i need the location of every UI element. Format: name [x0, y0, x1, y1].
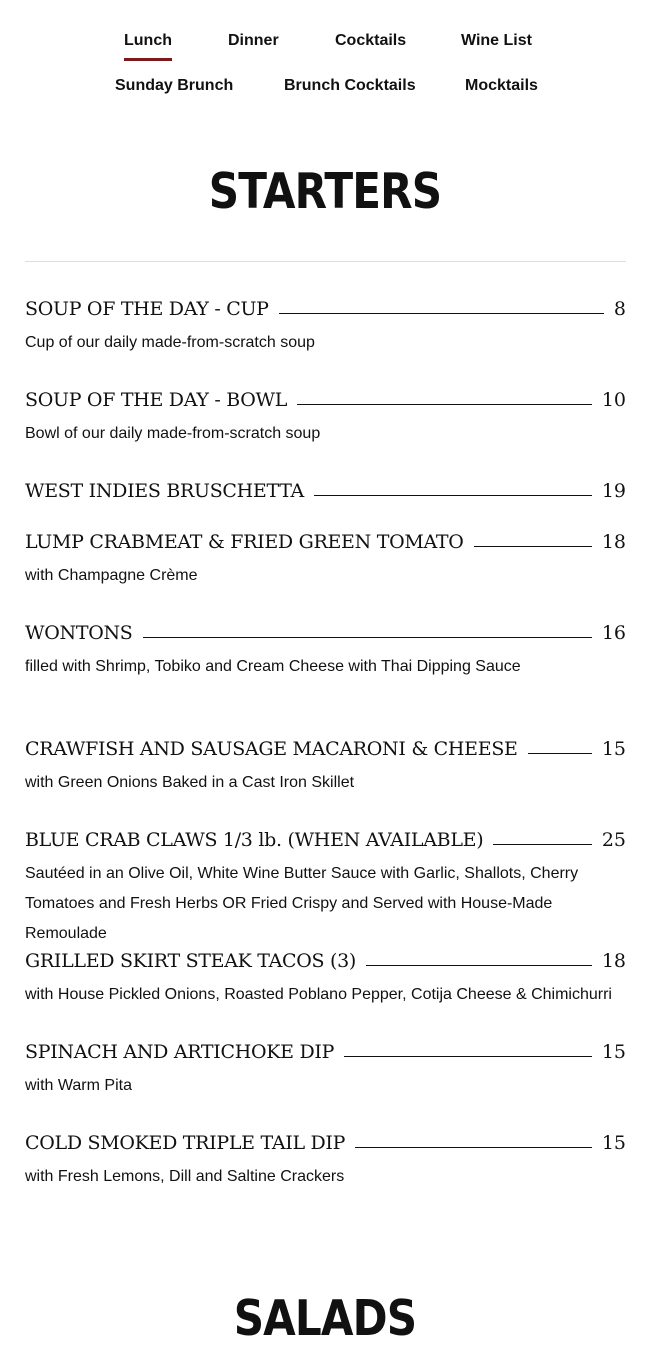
menu-item-price: 15	[601, 1041, 626, 1063]
menu-item-name: SOUP OF THE DAY - CUP	[25, 298, 269, 320]
menu-item	[25, 1126, 626, 1192]
menu-item-name: WONTONS	[25, 622, 133, 644]
menu-item-header	[25, 1126, 626, 1156]
nav-link-mocktails[interactable]: Mocktails	[465, 77, 538, 94]
price-leader-line	[314, 495, 592, 496]
menu-item-header	[25, 474, 626, 504]
price-leader-line	[493, 844, 591, 845]
menu-item-name: CRAWFISH AND SAUSAGE MACARONI & CHEESE	[25, 738, 518, 760]
menu-item-header	[25, 1035, 626, 1065]
menu-item-description: with Fresh Lemons, Dill and Saltine Crackers	[25, 1168, 345, 1185]
menu-item-header	[25, 616, 626, 646]
price-leader-line	[143, 637, 592, 638]
price-leader-line	[279, 313, 604, 314]
price-leader-line	[474, 546, 592, 547]
menu-item	[25, 383, 626, 449]
menu-item-price: 8	[613, 298, 626, 320]
price-leader-line	[528, 753, 592, 754]
price-leader-line	[297, 404, 592, 405]
section-divider	[25, 261, 626, 262]
nav-link-dinner[interactable]: Dinner	[228, 32, 279, 49]
menu-item-description: with Green Onions Baked in a Cast Iron Skillet	[25, 774, 355, 791]
price-leader-line	[355, 1147, 592, 1148]
menu-item-description: with Champagne Crème	[25, 567, 198, 584]
menu-nav-row-1	[0, 30, 650, 60]
menu-item-price: 18	[601, 531, 626, 553]
menu-item	[25, 525, 626, 591]
menu-item-name: BLUE CRAB CLAWS 1/3 lb. (WHEN AVAILABLE)	[25, 829, 484, 851]
nav-link-brunch-cocktails[interactable]: Brunch Cocktails	[284, 77, 416, 94]
menu-item-header	[25, 944, 626, 974]
menu-item	[25, 474, 626, 504]
menu-item-header	[25, 823, 626, 853]
menu-item-price: 19	[601, 480, 626, 502]
menu-item-description: Sautéed in an Olive Oil, White Wine Butter Sauce with Garlic, Shallots, Cherry Tomatoes and Fresh Herbs OR Fried Crispy and Served with House-Made Remoulade	[25, 865, 579, 942]
section-title-starters: STARTERS	[208, 163, 442, 220]
menu-item-price: 10	[601, 389, 626, 411]
nav-link-sunday-brunch[interactable]: Sunday Brunch	[115, 77, 234, 94]
menu-item-description: with Warm Pita	[25, 1077, 132, 1094]
menu-item-description: Bowl of our daily made-from-scratch soup	[25, 425, 321, 442]
menu-item-price: 16	[601, 622, 626, 644]
nav-link-cocktails[interactable]: Cocktails	[335, 32, 407, 49]
menu-item	[25, 732, 626, 798]
menu-item-name: WEST INDIES BRUSCHETTA	[25, 480, 304, 502]
menu-item-price: 25	[601, 829, 626, 851]
price-leader-line	[344, 1056, 592, 1057]
nav-link-wine-list[interactable]: Wine List	[461, 32, 532, 49]
menu-item-description: with House Pickled Onions, Roasted Poblano Pepper, Cotija Cheese & Chimichurri	[25, 986, 612, 1003]
price-leader-line	[366, 965, 592, 966]
menu-item-header	[25, 292, 626, 322]
menu-item-header	[25, 383, 626, 413]
section-title-salads: SALADS	[233, 1290, 417, 1347]
menu-item-name: SOUP OF THE DAY - BOWL	[25, 389, 288, 411]
menu-item	[25, 944, 626, 1010]
menu-item-price: 15	[601, 738, 626, 760]
menu-item-description: Cup of our daily made-from-scratch soup	[25, 334, 315, 351]
nav-link-lunch[interactable]: Lunch	[124, 30, 172, 61]
menu-item	[25, 1035, 626, 1101]
menu-item	[25, 292, 626, 358]
menu-item-name: LUMP CRABMEAT & FRIED GREEN TOMATO	[25, 531, 464, 553]
menu-item-name: COLD SMOKED TRIPLE TAIL DIP	[25, 1132, 346, 1154]
menu-item-price: 15	[601, 1132, 626, 1154]
menu-item-price: 18	[601, 950, 626, 972]
menu-item-name: SPINACH AND ARTICHOKE DIP	[25, 1041, 335, 1063]
menu-item	[25, 823, 626, 949]
menu-item-header	[25, 732, 626, 762]
menu-item-name: GRILLED SKIRT STEAK TACOS (3)	[25, 950, 357, 972]
menu-item-description: filled with Shrimp, Tobiko and Cream Cheese with Thai Dipping Sauce	[25, 658, 521, 675]
menu-item-header	[25, 525, 626, 555]
menu-item	[25, 616, 626, 682]
menu-nav-row-2	[0, 75, 650, 105]
